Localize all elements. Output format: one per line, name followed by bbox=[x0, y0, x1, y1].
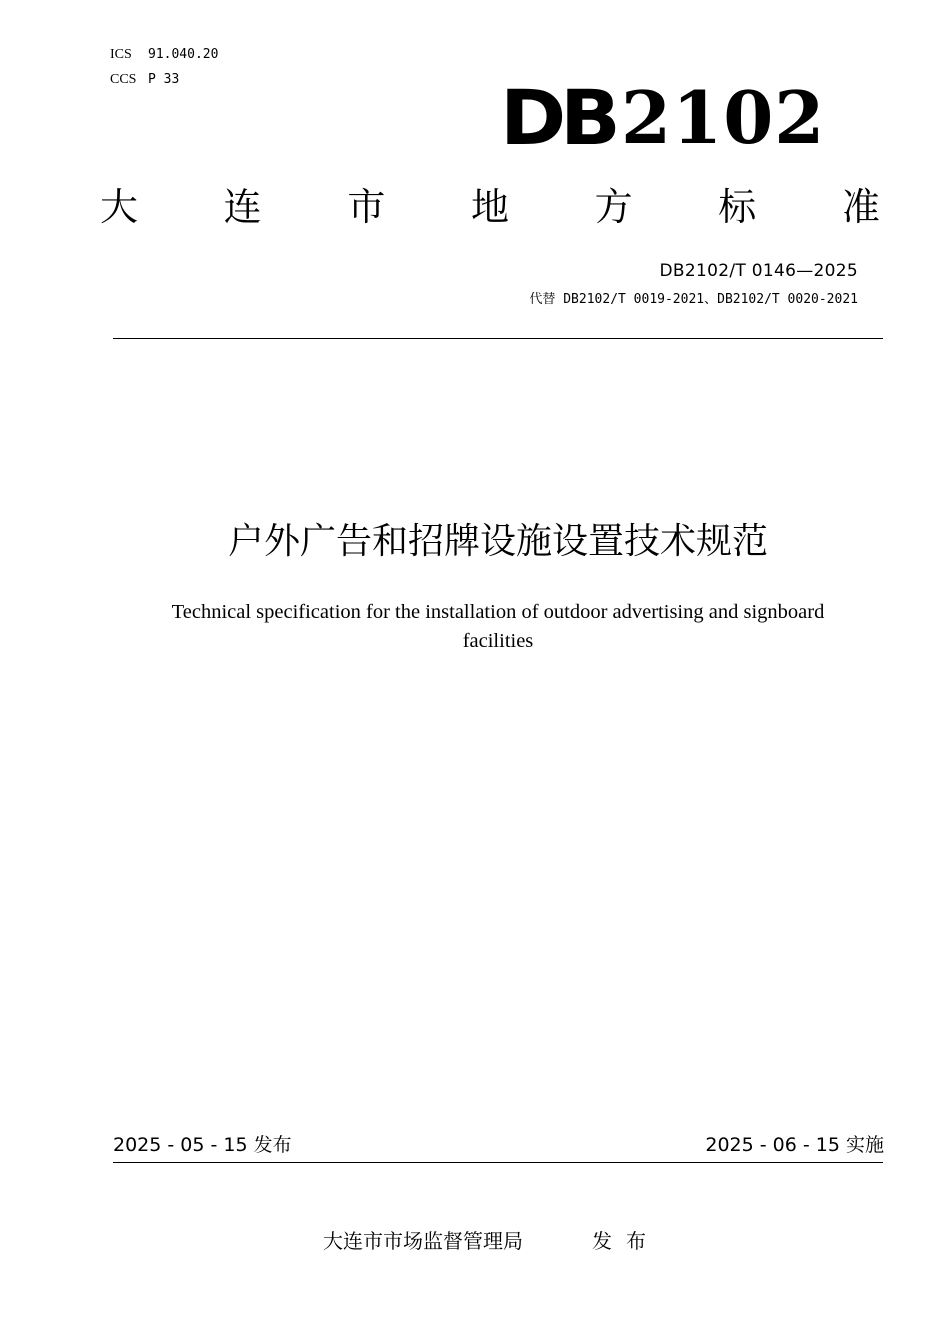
ccs-row bbox=[110, 72, 179, 88]
footer-divider bbox=[113, 1162, 883, 1163]
standard-type-char: 标 bbox=[718, 185, 757, 229]
issuer-verb: 发布 bbox=[592, 1229, 660, 1253]
document-title-en bbox=[0, 598, 950, 656]
standard-number: DB2102/T 0146—2025 bbox=[659, 261, 858, 281]
standard-type-char: 市 bbox=[347, 185, 386, 229]
ccs-code: P 33 bbox=[148, 72, 180, 87]
replaces-note: 代替 DB2102/T 0019-2021、DB2102/T 0020-2021 bbox=[529, 292, 858, 307]
standard-type-char: 方 bbox=[594, 185, 633, 229]
issuer-name: 大连市市场监督管理局 bbox=[323, 1229, 523, 1253]
db-logo bbox=[500, 73, 826, 162]
implementation-date: 2025 - 06 - 15 实施 bbox=[705, 1134, 884, 1156]
ccs-label: CCS bbox=[110, 72, 137, 87]
logo-number: 2102 bbox=[621, 75, 826, 160]
document-title-en-line1: Technical specification for the installation of outdoor advertising and signboard bbox=[171, 601, 825, 623]
ics-row bbox=[110, 47, 218, 63]
header-divider bbox=[113, 338, 883, 339]
document-title-en-line2: facilities bbox=[462, 630, 534, 652]
standard-type-heading bbox=[100, 182, 880, 232]
logo-prefix: DB bbox=[500, 73, 615, 162]
standard-type-char: 连 bbox=[223, 185, 262, 229]
ics-code: 91.040.20 bbox=[148, 47, 219, 62]
standard-type-char: 准 bbox=[841, 185, 880, 229]
document-title-zh: 户外广告和招牌设施设置技术规范 bbox=[227, 521, 768, 562]
standard-type-char: 大 bbox=[100, 185, 139, 229]
ics-label: ICS bbox=[110, 47, 132, 62]
standard-type-char: 地 bbox=[470, 185, 509, 229]
issue-date: 2025 - 05 - 15 发布 bbox=[113, 1134, 292, 1156]
